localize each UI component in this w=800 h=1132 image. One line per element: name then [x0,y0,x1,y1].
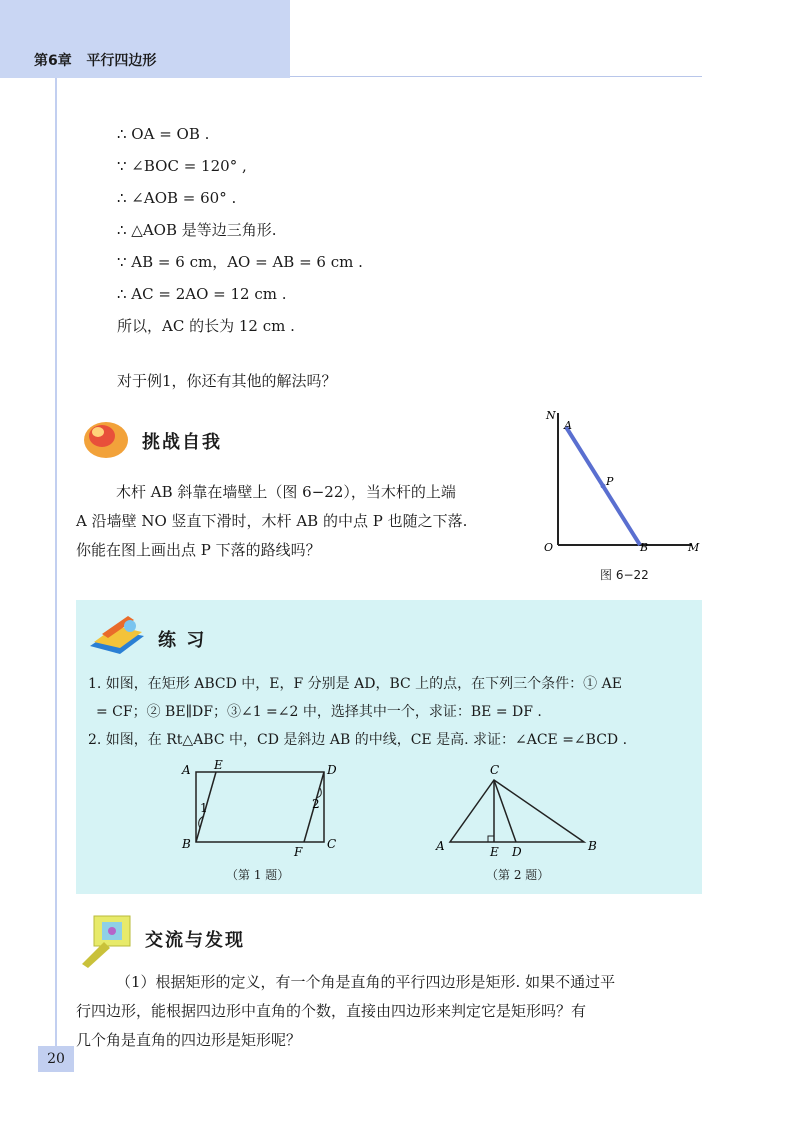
label-d: D [327,763,337,777]
talk-line: 几个角是直角的四边形是矩形呢？ [76,1031,302,1049]
midpoint-p [601,484,606,489]
label-p: P [606,475,614,488]
right-angle-mark [488,836,494,842]
challenge-line: A 沿墙壁 NO 竖直下滑时，木杆 AB 的中点 P 也随之下落. [76,512,468,530]
label-c: C [327,837,337,851]
proof-line: ∴ OA = OB . [117,125,210,143]
left-margin-rule [55,78,57,1046]
exercise-items [88,670,688,754]
challenge-line: 你能在图上画出点 P 下落的路线吗？ [76,541,321,559]
label-d: D [512,845,522,859]
figure-6-22 [540,405,700,560]
proof-line: 所以，AC 的长为 12 cm . [117,317,295,335]
chapter-number: 第6章 [34,53,72,69]
label-e: E [490,845,499,859]
label-m: M [688,541,700,554]
proof-line: ∴ ∠AOB = 60° . [117,189,237,207]
figure-2-caption: （第 2 题） [486,868,550,882]
label-b: B [182,837,191,851]
talk-line: 行四边形，能根据四边形中直角的个数，直接由四边形来判定它是矩形吗？有 [76,1002,587,1020]
challenge-icon [78,410,134,466]
label-b: B [588,839,597,853]
rectangle-abcd [196,772,324,842]
chapter-name: 平行四边形 [86,53,157,69]
exercise-item: = CF；② BE∥DF；③∠1 =∠2 中，选择其中一个，求证：BE = DF . [96,704,542,720]
label-f: F [294,845,303,859]
talk-line: （1）根据矩形的定义，有一个角是直角的平行四边形是矩形. 如果不通过平 [116,973,616,991]
triangle-abc [450,780,584,842]
header-rule [290,76,702,77]
page-number: 20 [38,1046,74,1072]
figure-caption: 图 6−22 [600,568,649,582]
proof-line: ∵ ∠BOC = 120° , [117,157,247,175]
proof-line: ∵ AB = 6 cm，AO = AB = 6 cm . [117,253,363,271]
label-a: A [182,763,191,777]
exercise-icon [84,610,154,660]
label-e: E [214,760,223,772]
question-text: 对于例1，你还有其他的解法吗？ [117,372,337,390]
label-a: A [564,419,572,432]
challenge-title: 挑战自我 [142,432,222,453]
label-n: N [546,409,556,422]
talk-title: 交流与发现 [145,930,245,951]
talk-icon [78,912,134,970]
proof-line: ∴ AC = 2AO = 12 cm . [117,285,287,303]
label-o: O [544,541,554,554]
challenge-text [76,478,536,565]
exercise-figure-1 [176,760,346,860]
exercise-title: 练 习 [158,630,207,651]
exercise-figure-2 [432,760,612,860]
label-angle-1: 1 [200,801,208,815]
proof-block [117,118,363,342]
figure-1-caption: （第 1 题） [226,868,290,882]
exercise-item: 2. 如图，在 Rt△ABC 中，CD 是斜边 AB 的中线，CE 是高. 求证：∠ACE =∠BCD . [88,732,628,748]
chapter-header [0,0,290,78]
label-angle-2: 2 [312,797,320,811]
exercise-box [76,600,702,894]
exercise-item: 1. 如图，在矩形 ABCD 中，E，F 分别是 AD，BC 上的点，在下列三个条件：① AE [88,676,622,692]
chapter-title [34,50,156,70]
label-c: C [490,763,500,777]
label-a: A [436,839,445,853]
talk-text [76,968,702,1055]
challenge-line: 木杆 AB 斜靠在墙壁上（图 6−22），当木杆的上端 [116,483,456,501]
proof-line: ∴ △AOB 是等边三角形. [117,221,277,239]
median-cd [494,780,516,842]
label-b: B [640,541,649,554]
